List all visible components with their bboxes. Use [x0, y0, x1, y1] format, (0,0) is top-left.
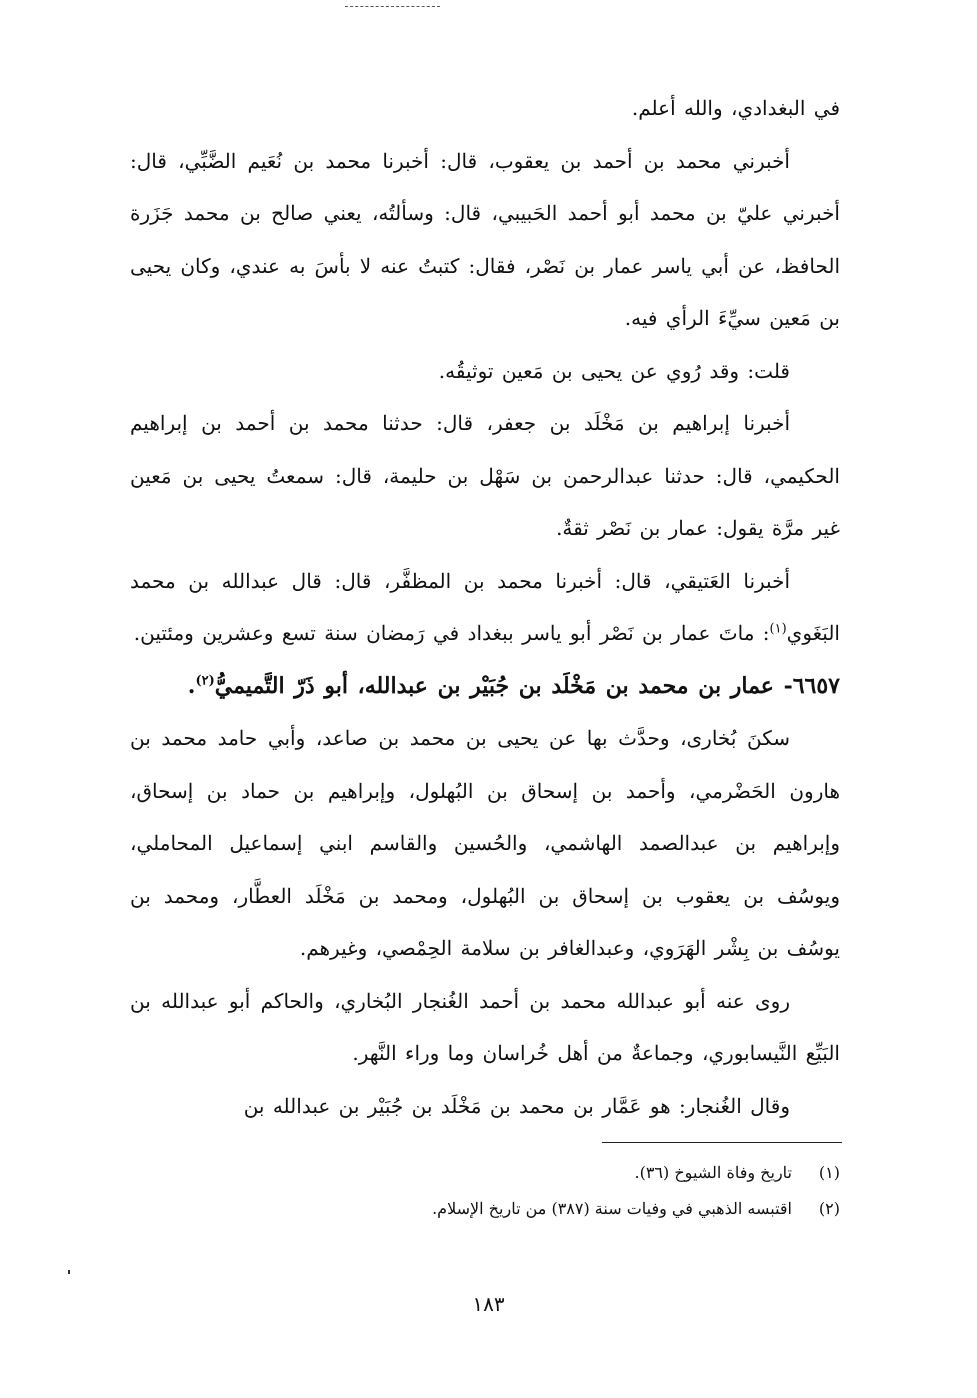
paragraph-4: أخبرنا إبراهيم بن مَخْلَد بن جعفر، قال: حدثنا محمد بن أحمد بن إبراهيم الحكيمي، قال: حدثنا عبدالرحمن بن سَهْل بن حليمة، قال: سمعتُ يحيى بن مَعين غير مرَّة يقول: عمار بن نَصْر ثقةٌ.: [130, 411, 840, 540]
paragraph-5: [130, 555, 840, 660]
footnotes: [140, 1155, 840, 1227]
paragraph-2: أخبرني محمد بن أحمد بن يعقوب، قال: أخبرنا محمد بن نُعَيم الضَّبِّي، قال: أخبرني عليّ بن محمد أبو أحمد الحَبيبي، قال: وسألتُه، يعني صالح بن محمد جَزَرة الحافظ، عن أبي ياسر عمار بن نَصْر، فقال: كتبتُ عنه لا بأسَ به عندي، وكان يحيى بن مَعين سيِّءَ الرأي فيه.: [130, 148, 840, 330]
footnote-text: تاريخ وفاة الشيوخ (٣٦).: [634, 1163, 792, 1182]
footnote-number: (١): [818, 1163, 840, 1182]
entry-heading-end: .: [187, 672, 196, 699]
page-number: ١٨٣: [472, 1292, 505, 1316]
main-text: [130, 82, 840, 1132]
paragraph-6: سكنَ بُخارى، وحدَّث بها عن يحيى بن محمد بن صاعد، وأبي حامد محمد بن هارون الحَضْرمي، وأحمد بن إسحاق بن البُهلول، وإبراهيم بن حماد بن إسحاق، وإبراهيم بن عبدالصمد الهاشمي، والحُسين والقاسم ابني إسماعيل المحاملي، ويوسُف بن يعقوب بن إسحاق بن البُهلول، ومحمد بن مَخْلَد العطَّار، ومحمد بن يوسُف بن بِشْر الهَرَوي، وعبدالغافر بن سلامة الحِمْصي، وغيرهم.: [130, 726, 840, 960]
paragraph-3: قلت: وقد رُوي عن يحيى بن مَعين توثيقُه.: [438, 358, 790, 383]
paragraph-7: روى عنه أبو عبدالله محمد بن أحمد الغُنجار البُخاري، والحاكم أبو عبدالله بن البَيِّع النَّيسابوري، وجماعةٌ من أهل خُراسان وما وراء النَّهر.: [130, 988, 840, 1065]
paragraph-5-text: أخبرنا العَتيقي، قال: أخبرنا محمد بن المظفَّر، قال: قال عبدالله بن محمد البَغَوي: [130, 568, 840, 645]
paragraph-1: في البغدادي، والله أعلم.: [631, 96, 840, 120]
entry-heading-text: ٦٦٥٧- عمار بن محمد بن مَخْلَد بن جُبَيْر بن عبدالله، أبو ذَرّ التَّميميُّ: [214, 672, 840, 699]
footnote-1: [140, 1155, 840, 1191]
footnote-ref-1: (١): [769, 621, 787, 637]
footnote-number: (٢): [818, 1199, 840, 1218]
paragraph-8: وقال الغُنجار: هو عَمَّار بن محمد بن مَخْلَد بن جُبَيْر بن عبدالله بن: [243, 1093, 790, 1118]
footnote-divider: [602, 1142, 842, 1143]
footnote-2: [140, 1191, 840, 1227]
paragraph-5-text-cont: : ماتَ عمار بن نَصْر أبو ياسر ببغداد في رَمضان سنة تسع وعشرين ومئتين.: [133, 621, 770, 645]
top-scan-mark: [345, 6, 440, 7]
footnote-ref-2: (٢): [195, 673, 215, 689]
footnote-text: اقتبسه الذهبي في وفيات سنة (٣٨٧) من تاريخ الإسلام.: [432, 1199, 792, 1218]
entry-heading: [130, 660, 840, 713]
scan-speck: [68, 1270, 70, 1274]
